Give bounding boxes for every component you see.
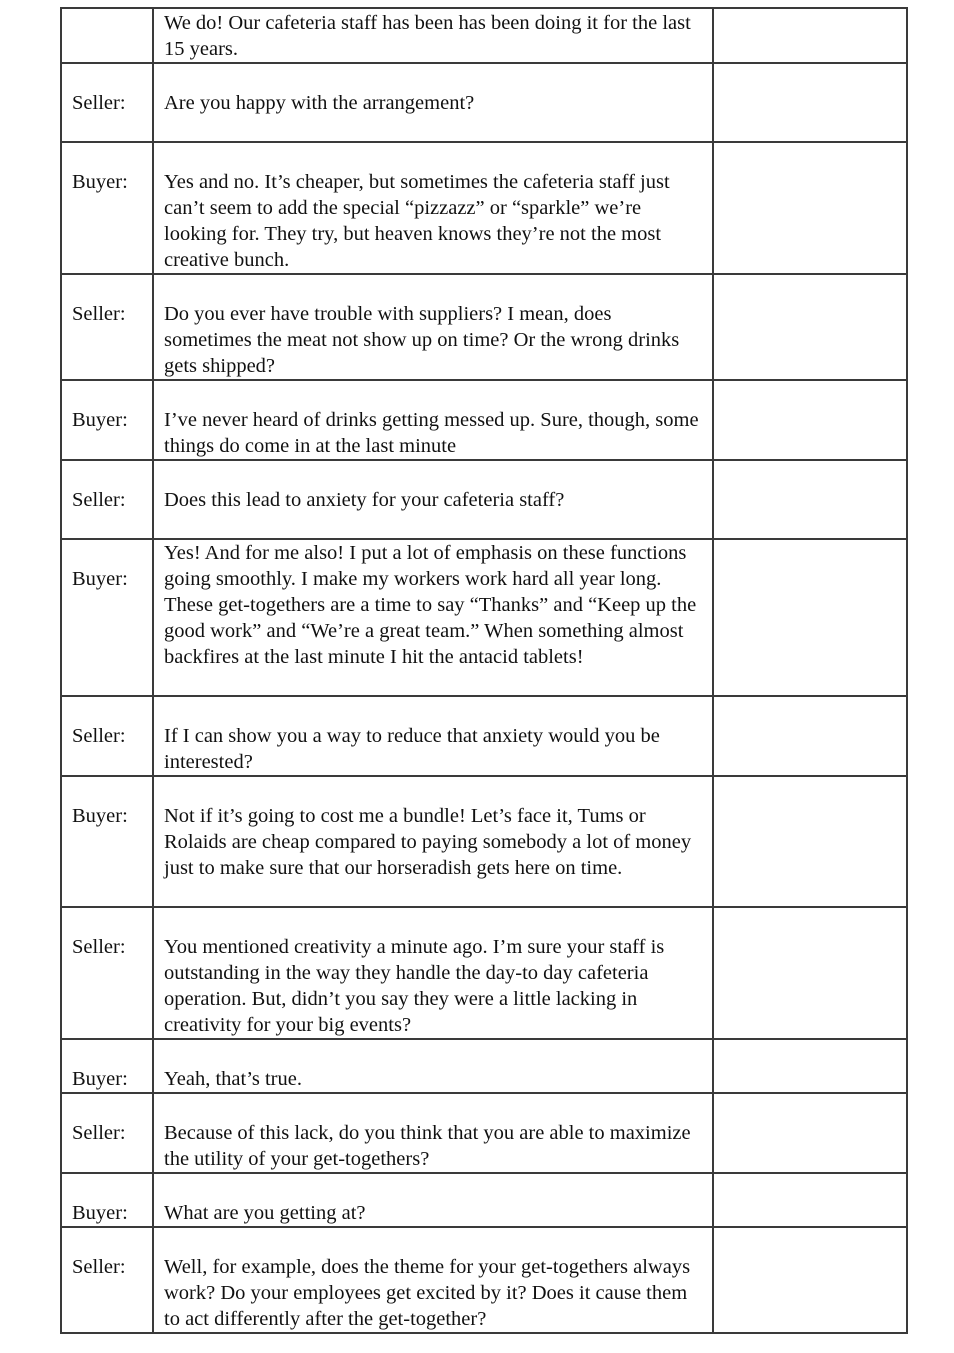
utterance-cell: Does this lead to anxiety for your cafeteria staff? [153, 460, 713, 539]
utterance-cell: Yeah, that’s true. [153, 1039, 713, 1093]
table-row [61, 142, 907, 274]
speaker-cell: Seller: [61, 1093, 153, 1173]
table-row [61, 63, 907, 142]
notes-cell [713, 539, 907, 696]
utterance-cell: Are you happy with the arrangement? [153, 63, 713, 142]
speaker-cell: Buyer: [61, 1173, 153, 1227]
utterance-cell: We do! Our cafeteria staff has been has been doing it for the last 15 years. [153, 8, 713, 63]
speaker-cell [61, 8, 153, 63]
utterance-cell: I’ve never heard of drinks getting messed up. Sure, though, some things do come in at the last minute [153, 380, 713, 460]
utterance-cell: You mentioned creativity a minute ago. I’m sure your staff is outstanding in the way they handle the day-to day cafeteria operation. But, didn’t you say they were a little lacking in creativity for your big events? [153, 907, 713, 1039]
notes-cell [713, 380, 907, 460]
table-row [61, 380, 907, 460]
table-row [61, 8, 907, 63]
utterance-cell: Not if it’s going to cost me a bundle! Let’s face it, Tums or Rolaids are cheap compared to paying somebody a lot of money just to make sure that our horseradish gets here on time. [153, 776, 713, 907]
notes-cell [713, 1093, 907, 1173]
speaker-cell: Buyer: [61, 539, 153, 696]
table-row [61, 696, 907, 776]
utterance-cell: Because of this lack, do you think that you are able to maximize the utility of your get-togethers? [153, 1093, 713, 1173]
notes-cell [713, 1173, 907, 1227]
speaker-cell: Buyer: [61, 142, 153, 274]
speaker-cell: Seller: [61, 460, 153, 539]
speaker-cell: Seller: [61, 63, 153, 142]
notes-cell [713, 1227, 907, 1333]
dialogue-table [60, 7, 908, 1334]
speaker-cell: Buyer: [61, 776, 153, 907]
table-row [61, 907, 907, 1039]
notes-cell [713, 142, 907, 274]
notes-cell [713, 8, 907, 63]
speaker-cell: Seller: [61, 1227, 153, 1333]
notes-cell [713, 776, 907, 907]
notes-cell [713, 274, 907, 380]
utterance-cell: What are you getting at? [153, 1173, 713, 1227]
table-row [61, 1227, 907, 1333]
table-row [61, 1093, 907, 1173]
utterance-cell: Yes and no. It’s cheaper, but sometimes the cafeteria staff just can’t seem to add the special “pizzazz” or “sparkle” we’re looking for. They try, but heaven knows they’re not the most creative bunch. [153, 142, 713, 274]
speaker-cell: Seller: [61, 696, 153, 776]
utterance-cell: Yes! And for me also! I put a lot of emphasis on these functions going smoothly. I make my workers work hard all year long. These get-togethers are a time to say “Thanks” and “Keep up the good work” and “We’re a great team.” When something almost backfires at the last minute I hit the antacid tablets! [153, 539, 713, 696]
speaker-cell: Buyer: [61, 380, 153, 460]
table-row [61, 539, 907, 696]
notes-cell [713, 696, 907, 776]
table-row [61, 1039, 907, 1093]
notes-cell [713, 907, 907, 1039]
utterance-cell: Do you ever have trouble with suppliers? I mean, does sometimes the meat not show up on time? Or the wrong drinks gets shipped? [153, 274, 713, 380]
notes-cell [713, 1039, 907, 1093]
notes-cell [713, 460, 907, 539]
table-row [61, 460, 907, 539]
table-row [61, 776, 907, 907]
speaker-cell: Seller: [61, 274, 153, 380]
table-row [61, 1173, 907, 1227]
speaker-cell: Seller: [61, 907, 153, 1039]
table-row [61, 274, 907, 380]
notes-cell [713, 63, 907, 142]
utterance-cell: Well, for example, does the theme for your get-togethers always work? Do your employees get excited by it? Does it cause them to act differently after the get-together? [153, 1227, 713, 1333]
speaker-cell: Buyer: [61, 1039, 153, 1093]
utterance-cell: If I can show you a way to reduce that anxiety would you be interested? [153, 696, 713, 776]
